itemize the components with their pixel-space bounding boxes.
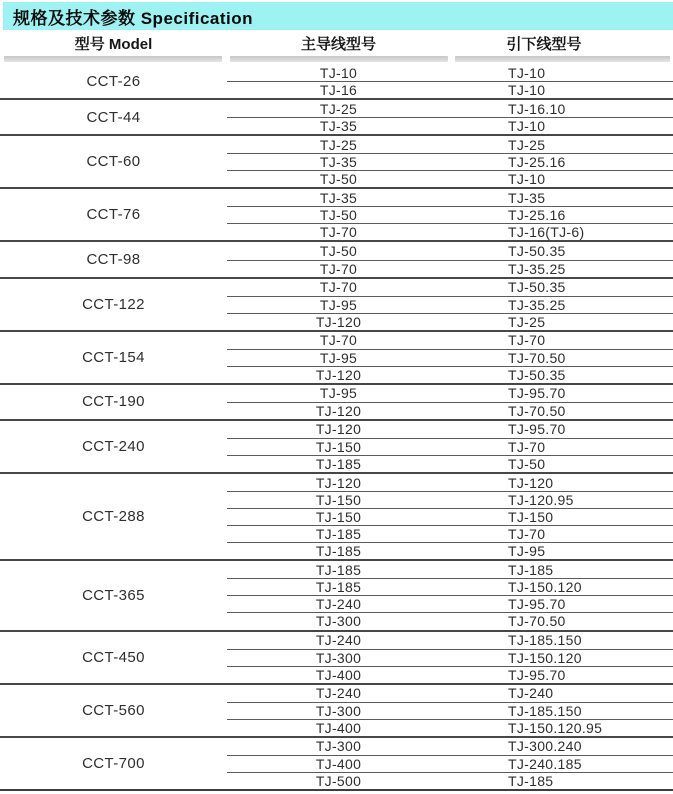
model-group-rows [227,561,673,629]
table-row [227,455,673,472]
model-cell: CCT-60 [86,153,141,171]
main-wire-cell: TJ-50 [319,242,358,259]
column-header-main-wire: 主导线型号 [300,35,376,53]
drop-wire-cell: TJ-185 [508,772,554,789]
drop-wire-cell: TJ-120.95 [508,492,574,509]
drop-wire-cell: TJ-25.16 [508,154,566,171]
drop-wire-cell: TJ-10 [508,82,546,99]
model-cell: CCT-190 [82,393,145,411]
drop-wire-cell: TJ-70 [508,526,546,543]
main-wire-cell: TJ-95 [319,385,358,402]
drop-wire-cell: TJ-185.150 [508,632,582,649]
table-row [227,772,673,789]
table-row [227,542,673,559]
main-wire-cell: TJ-240 [315,685,362,702]
column-header-model: 型号 Model [74,35,153,53]
table-row [227,279,673,296]
main-wire-cell: TJ-150 [315,509,362,526]
drop-wire-cell: TJ-95 [508,543,546,560]
table-row [227,313,673,330]
main-wire-cell: TJ-150 [315,439,362,455]
table-row [227,666,673,683]
drop-wire-cell: TJ-240.185 [508,755,582,772]
model-group [0,277,673,330]
main-wire-cell: TJ-95 [319,296,358,313]
model-group-rows [227,242,673,276]
drop-wire-cell: TJ-10 [508,118,546,135]
model-group [0,559,673,629]
table-row [227,508,673,525]
model-group-rows [227,421,673,472]
drop-wire-cell: TJ-95.70 [508,596,566,613]
drop-wire-cell: TJ-25 [508,136,546,153]
main-wire-cell: TJ-150 [315,492,362,509]
model-group [0,98,673,134]
main-wire-cell: TJ-400 [315,666,362,683]
main-wire-cell: TJ-185 [315,543,362,560]
model-group-rows [227,738,673,789]
table-row [227,385,673,402]
drop-wire-cell: TJ-50.35 [508,242,566,259]
main-wire-cell: TJ-500 [315,772,362,789]
table-row [227,223,673,240]
section-title-bar [3,2,673,30]
table-row [227,153,673,170]
main-wire-cell: TJ-240 [315,632,362,649]
table-row [227,578,673,595]
drop-wire-cell: TJ-25.16 [508,207,566,224]
table-row [227,136,673,153]
model-cell: CCT-450 [82,648,145,666]
model-cell: CCT-26 [86,72,141,90]
table-row [227,632,673,649]
table-row [227,561,673,578]
table-row [227,366,673,383]
main-wire-cell: TJ-120 [315,402,362,419]
table-row [227,81,673,98]
spec-table-body [0,64,673,791]
main-wire-cell: TJ-120 [315,366,362,383]
drop-wire-cell: TJ-150 [508,509,554,526]
table-row [227,474,673,491]
main-wire-cell: TJ-185 [315,526,362,543]
drop-wire-cell: TJ-70.50 [508,613,566,630]
model-cell: CCT-240 [82,438,145,455]
main-wire-cell: TJ-185 [315,579,362,596]
drop-wire-cell: TJ-70.50 [508,402,566,419]
main-wire-cell: TJ-70 [319,332,358,349]
model-cell: CCT-560 [82,701,145,719]
drop-wire-cell: TJ-50.35 [508,366,566,383]
drop-wire-cell: TJ-150.120 [508,579,582,596]
header-underline-bar-main-wire [230,56,448,62]
model-group-rows [227,685,673,736]
model-group [0,683,673,736]
model-group [0,630,673,683]
table-row [227,649,673,666]
main-wire-cell: TJ-25 [319,100,358,117]
model-cell: CCT-154 [82,348,145,366]
model-group-rows [227,332,673,383]
main-wire-cell: TJ-35 [319,154,358,171]
model-group-rows [227,100,673,134]
drop-wire-cell: TJ-240 [508,685,554,702]
table-row [227,117,673,134]
table-row [227,242,673,259]
main-wire-cell: TJ-16 [319,82,358,99]
model-group-rows [227,385,673,419]
main-wire-cell: TJ-70 [319,279,358,296]
page-title: 规格及技术参数 Specification [13,8,254,28]
drop-wire-cell: TJ-95.70 [508,421,566,438]
drop-wire-cell: TJ-16(TJ-6) [508,224,585,241]
model-cell: CCT-365 [82,586,145,604]
table-row [227,719,673,736]
model-cell: CCT-700 [82,754,145,772]
main-wire-cell: TJ-120 [315,313,362,330]
drop-wire-cell: TJ-185.150 [508,702,582,719]
table-row [227,438,673,455]
table-row [227,296,673,313]
column-header-drop-wire: 引下线型号 [506,35,582,53]
main-wire-cell: TJ-185 [315,456,362,473]
drop-wire-cell: TJ-95.70 [508,385,566,402]
table-row [227,612,673,629]
main-wire-cell: TJ-240 [315,596,362,613]
drop-wire-cell: TJ-35 [508,189,546,206]
model-group [0,187,673,240]
model-group [0,419,673,472]
model-cell: CCT-98 [86,251,141,269]
model-cell: CCT-76 [86,206,141,224]
table-row [227,349,673,366]
main-wire-cell: TJ-35 [319,118,358,135]
drop-wire-cell: TJ-35.25 [508,296,566,313]
drop-wire-cell: TJ-35.25 [508,260,566,277]
model-group [0,134,673,187]
model-group [0,472,673,559]
table-row [227,260,673,277]
model-group [0,240,673,276]
main-wire-cell: TJ-300 [315,649,362,666]
drop-wire-cell: TJ-150.120.95 [508,719,603,736]
table-row [227,755,673,772]
header-underline-bar-drop-wire [455,56,670,62]
table-row [227,64,673,81]
drop-wire-cell: TJ-10 [508,171,546,188]
table-row [227,525,673,542]
model-group-rows [227,136,673,187]
model-group-rows [227,64,673,98]
table-row [227,595,673,612]
main-wire-cell: TJ-400 [315,755,362,772]
model-cell: CCT-122 [82,295,145,313]
table-row [227,189,673,206]
table-row [227,702,673,719]
main-wire-cell: TJ-120 [315,421,362,438]
table-row [227,332,673,349]
table-row [227,491,673,508]
main-wire-cell: TJ-120 [315,474,362,491]
drop-wire-cell: TJ-185 [508,561,554,578]
table-row [227,100,673,117]
table-row [227,685,673,702]
model-cell: CCT-44 [86,108,141,126]
main-wire-cell: TJ-400 [315,719,362,736]
model-cell: CCT-288 [82,508,145,526]
main-wire-cell: TJ-35 [319,189,358,206]
model-group [0,64,673,98]
table-row [227,206,673,223]
table-row [227,421,673,438]
main-wire-cell: TJ-10 [319,64,358,81]
main-wire-cell: TJ-50 [319,207,358,224]
model-group-rows [227,632,673,683]
model-group-rows [227,279,673,330]
drop-wire-cell: TJ-300.240 [508,738,582,755]
main-wire-cell: TJ-25 [319,136,358,153]
main-wire-cell: TJ-95 [319,349,358,366]
model-group [0,383,673,419]
header-underline-bar-model [4,56,222,62]
table-row [227,170,673,187]
drop-wire-cell: TJ-120 [508,474,554,491]
drop-wire-cell: TJ-95.70 [508,666,566,683]
model-group [0,736,673,789]
main-wire-cell: TJ-300 [315,702,362,719]
drop-wire-cell: TJ-70.50 [508,349,566,366]
main-wire-cell: TJ-185 [315,561,362,578]
table-header-row [0,30,673,56]
main-wire-cell: TJ-50 [319,171,358,188]
main-wire-cell: TJ-300 [315,738,362,755]
drop-wire-cell: TJ-50.35 [508,279,566,296]
main-wire-cell: TJ-70 [319,224,358,241]
drop-wire-cell: TJ-150.120 [508,649,582,666]
drop-wire-cell: TJ-16.10 [508,100,566,117]
main-wire-cell: TJ-300 [315,613,362,630]
drop-wire-cell: TJ-70 [508,332,546,349]
drop-wire-cell: TJ-70 [508,439,546,455]
drop-wire-cell: TJ-50 [508,456,546,473]
drop-wire-cell: TJ-10 [508,64,546,81]
model-group [0,330,673,383]
table-row [227,738,673,755]
main-wire-cell: TJ-70 [319,260,358,277]
table-row [227,402,673,419]
model-group-rows [227,474,673,559]
header-underline [0,56,673,64]
model-group-rows [227,189,673,240]
drop-wire-cell: TJ-25 [508,313,546,330]
